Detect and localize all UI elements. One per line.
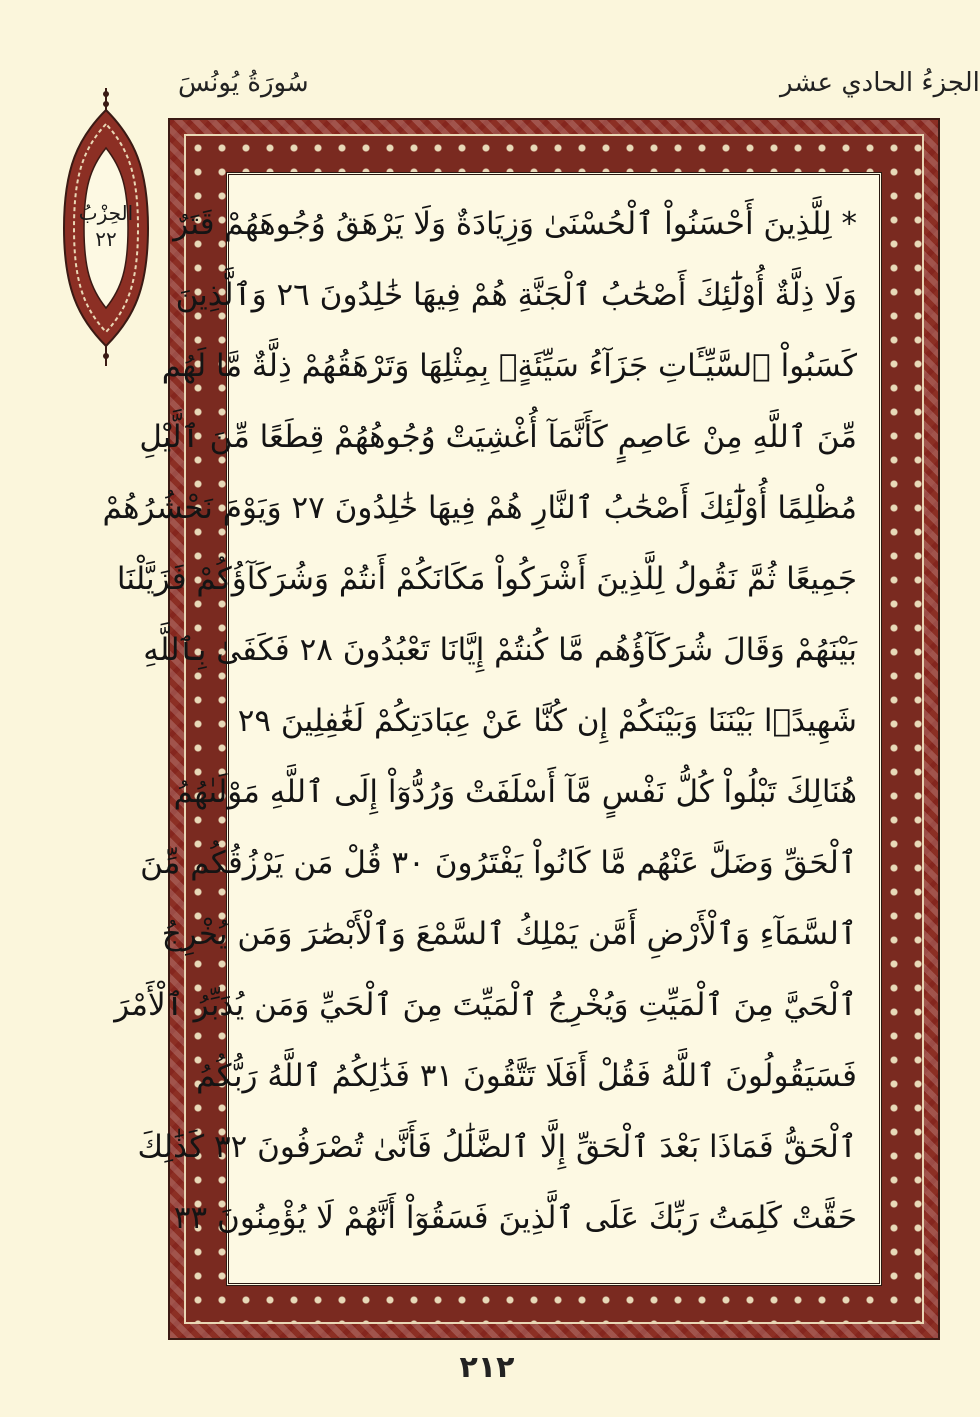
verse-line: شَهِيدًۢا بَيْنَنَا وَبَيْنَكُمْ إِن كُنَّا عَنْ عِبَادَتِكُمْ لَغَٰفِلِينَ ٢٩: [237, 703, 857, 739]
verse-line: حَقَّتْ كَلِمَتُ رَبِّكَ عَلَى ٱلَّذِينَ فَسَقُوٓاْ أَنَّهُمْ لَا يُؤْمِنُونَ ٣٣: [173, 1200, 857, 1236]
verse-line: ٱلْحَقِّ وَضَلَّ عَنْهُم مَّا كَانُواْ يَفْتَرُونَ ٣٠ قُلْ مَن يَرْزُقُكُم مِّنَ: [140, 845, 857, 881]
verse-line: هُنَالِكَ تَبْلُواْ كُلُّ نَفْسٍ مَّآ أَسْلَفَتْ وَرُدُّوٓاْ إِلَى ٱللَّهِ مَوْلَىٰهُمُ: [173, 774, 857, 810]
verse-line: كَسَبُواْ ٱلسَّيِّـَٔاتِ جَزَآءُ سَيِّئَةٍۭ بِمِثْلِهَا وَتَرْهَقُهُمْ ذِلَّةٌ مَّا لَهُم: [161, 348, 857, 384]
hizb-number: ٢٢: [95, 227, 117, 251]
verse-line: جَمِيعًا ثُمَّ نَقُولُ لِلَّذِينَ أَشْرَكُواْ مَكَانَكُمْ أَنتُمْ وَشُرَكَآؤُكُمْ فَزَيَّلْنَا: [116, 561, 857, 597]
verse-line: ٱلسَّمَآءِ وَٱلْأَرْضِ أَمَّن يَمْلِكُ ٱلسَّمْعَ وَٱلْأَبْصَٰرَ وَمَن يُخْرِجُ: [161, 916, 857, 952]
surah-title: سُورَةُ يُونُسَ: [178, 68, 309, 98]
verse-line: وَلَا ذِلَّةٌ أُوْلَٰٓئِكَ أَصْحَٰبُ ٱلْجَنَّةِ هُمْ فِيهَا خَٰلِدُونَ ٢٦ وَٱلَّذِينَ: [175, 277, 857, 313]
verse-line: فَسَيَقُولُونَ ٱللَّهُ فَقُلْ أَفَلَا تَتَّقُونَ ٣١ فَذَٰلِكُمُ ٱللَّهُ رَبُّكُمُ: [196, 1058, 857, 1094]
page-number: ٢١٢: [459, 1350, 515, 1385]
hizb-label: الحِزْبُ: [78, 201, 134, 225]
verse-line: مُظْلِمًا أُوْلَٰٓئِكَ أَصْحَٰبُ ٱلنَّارِ هُمْ فِيهَا خَٰلِدُونَ ٢٧ وَيَوْمَ نَحْشُرُهُمْ: [102, 490, 857, 526]
juz-title: الجزءُ الحادي عشر: [780, 68, 980, 98]
verse-line: * لِلَّذِينَ أَحْسَنُواْ ٱلْحُسْنَىٰ وَزِيَادَةٌ وَلَا يَرْهَقُ وُجُوهَهُمْ قَتَرٌ: [173, 206, 857, 242]
verse-line: ٱلْحَقُّ فَمَاذَا بَعْدَ ٱلْحَقِّ إِلَّا ٱلضَّلَٰلُ فَأَنَّىٰ تُصْرَفُونَ ٣٢ كَذَٰلِكَ: [137, 1129, 857, 1165]
verse-line: مِّنَ ٱللَّهِ مِنْ عَاصِمٍ كَأَنَّمَآ أُغْشِيَتْ وُجُوهُهُمْ قِطَعًا مِّنَ ٱلَّيْلِ: [139, 419, 857, 455]
hizb-marker: [58, 88, 154, 368]
verse-line: ٱلْحَيَّ مِنَ ٱلْمَيِّتِ وَيُخْرِجُ ٱلْمَيِّتَ مِنَ ٱلْحَيِّ وَمَن يُدَبِّرُ ٱلْأَمْرَ: [114, 987, 857, 1023]
verse-line: بَيْنَهُمْ وَقَالَ شُرَكَآؤُهُم مَّا كُنتُمْ إِيَّانَا تَعْبُدُونَ ٢٨ فَكَفَىٰ بِٱللَّهِ: [143, 632, 857, 668]
